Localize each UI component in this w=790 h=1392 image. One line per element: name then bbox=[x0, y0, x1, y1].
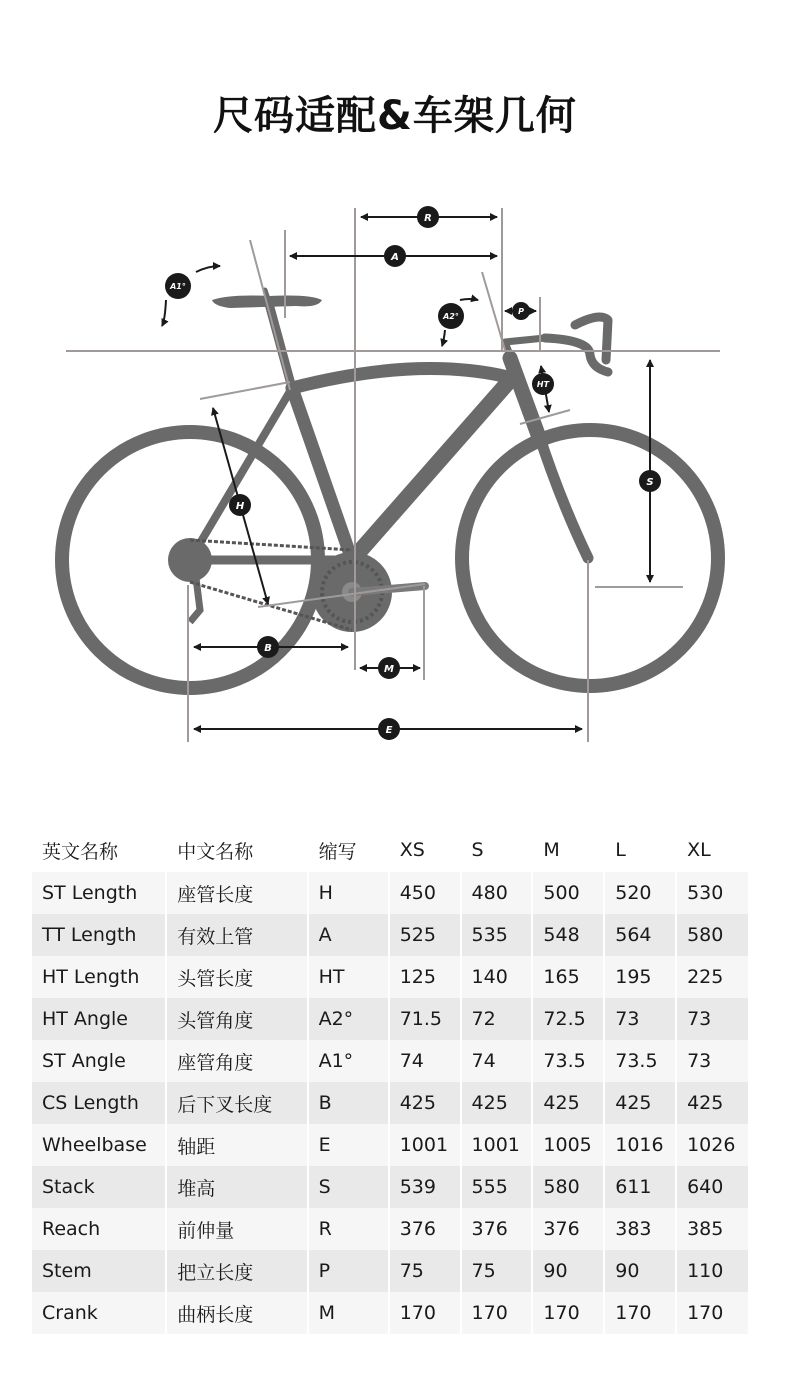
cell-abbreviation: R bbox=[308, 1208, 389, 1250]
label-M bbox=[378, 657, 400, 679]
cell-abbreviation: A2° bbox=[308, 998, 389, 1040]
cell-xs: 125 bbox=[389, 956, 461, 998]
cell-xl: 1026 bbox=[676, 1124, 748, 1166]
cell-m: 548 bbox=[532, 914, 604, 956]
label-HT bbox=[532, 373, 554, 395]
label-B bbox=[257, 636, 279, 658]
header-size-m: M bbox=[532, 828, 604, 872]
cell-l: 73.5 bbox=[604, 1040, 676, 1082]
label-S bbox=[639, 470, 661, 492]
table-row bbox=[32, 1040, 748, 1082]
cell-chinese-name: 把立长度 bbox=[166, 1250, 307, 1292]
label-E bbox=[378, 718, 400, 740]
cell-chinese-name: 曲柄长度 bbox=[166, 1292, 307, 1334]
cell-s: 1001 bbox=[461, 1124, 533, 1166]
cell-s: 480 bbox=[461, 872, 533, 914]
cell-english-name: Stack bbox=[32, 1166, 166, 1208]
cell-english-name: Stem bbox=[32, 1250, 166, 1292]
cell-l: 564 bbox=[604, 914, 676, 956]
table-row bbox=[32, 1166, 748, 1208]
cell-xs: 376 bbox=[389, 1208, 461, 1250]
cell-xl: 73 bbox=[676, 1040, 748, 1082]
cell-xl: 425 bbox=[676, 1082, 748, 1124]
cell-abbreviation: P bbox=[308, 1250, 389, 1292]
cell-abbreviation: A bbox=[308, 914, 389, 956]
label-R bbox=[417, 206, 439, 228]
cell-abbreviation: B bbox=[308, 1082, 389, 1124]
cell-xs: 450 bbox=[389, 872, 461, 914]
label-A1 bbox=[165, 273, 191, 299]
cell-l: 73 bbox=[604, 998, 676, 1040]
cell-chinese-name: 头管长度 bbox=[166, 956, 307, 998]
table-row bbox=[32, 956, 748, 998]
cell-english-name: ST Length bbox=[32, 872, 166, 914]
cell-m: 90 bbox=[532, 1250, 604, 1292]
table-row bbox=[32, 1124, 748, 1166]
cell-l: 425 bbox=[604, 1082, 676, 1124]
cell-english-name: HT Length bbox=[32, 956, 166, 998]
svg-text:P: P bbox=[518, 307, 524, 316]
cell-xl: 225 bbox=[676, 956, 748, 998]
header-size-xs: XS bbox=[389, 828, 461, 872]
cell-xl: 73 bbox=[676, 998, 748, 1040]
svg-text:A: A bbox=[391, 252, 399, 263]
cell-xl: 530 bbox=[676, 872, 748, 914]
cell-l: 611 bbox=[604, 1166, 676, 1208]
cell-l: 195 bbox=[604, 956, 676, 998]
cell-m: 1005 bbox=[532, 1124, 604, 1166]
svg-text:H: H bbox=[235, 501, 245, 512]
label-A2 bbox=[438, 303, 464, 329]
svg-text:R: R bbox=[424, 213, 432, 224]
cell-xs: 74 bbox=[389, 1040, 461, 1082]
cell-xs: 1001 bbox=[389, 1124, 461, 1166]
cell-xs: 75 bbox=[389, 1250, 461, 1292]
cell-m: 73.5 bbox=[532, 1040, 604, 1082]
table-row bbox=[32, 1208, 748, 1250]
label-P bbox=[512, 302, 530, 320]
cell-abbreviation: M bbox=[308, 1292, 389, 1334]
cell-m: 376 bbox=[532, 1208, 604, 1250]
cell-m: 425 bbox=[532, 1082, 604, 1124]
cell-abbreviation: E bbox=[308, 1124, 389, 1166]
cell-chinese-name: 后下叉长度 bbox=[166, 1082, 307, 1124]
cell-m: 580 bbox=[532, 1166, 604, 1208]
table-row bbox=[32, 1082, 748, 1124]
dimension-arrows bbox=[162, 217, 650, 729]
cell-chinese-name: 座管角度 bbox=[166, 1040, 307, 1082]
header-size-l: L bbox=[604, 828, 676, 872]
header-size-s: S bbox=[461, 828, 533, 872]
cell-chinese-name: 头管角度 bbox=[166, 998, 307, 1040]
header-english-name: 英文名称 bbox=[32, 828, 166, 872]
table-row bbox=[32, 1250, 748, 1292]
cell-m: 170 bbox=[532, 1292, 604, 1334]
table-header-row bbox=[32, 828, 748, 872]
cell-l: 383 bbox=[604, 1208, 676, 1250]
cell-xl: 170 bbox=[676, 1292, 748, 1334]
svg-text:HT: HT bbox=[536, 380, 550, 389]
cell-l: 1016 bbox=[604, 1124, 676, 1166]
cell-s: 74 bbox=[461, 1040, 533, 1082]
cell-chinese-name: 前伸量 bbox=[166, 1208, 307, 1250]
cell-xl: 385 bbox=[676, 1208, 748, 1250]
cell-chinese-name: 轴距 bbox=[166, 1124, 307, 1166]
svg-text:M: M bbox=[384, 664, 394, 675]
cell-chinese-name: 有效上管 bbox=[166, 914, 307, 956]
svg-text:S: S bbox=[646, 477, 654, 488]
cell-s: 140 bbox=[461, 956, 533, 998]
header-size-xl: XL bbox=[676, 828, 748, 872]
cell-s: 376 bbox=[461, 1208, 533, 1250]
cell-s: 555 bbox=[461, 1166, 533, 1208]
cell-l: 520 bbox=[604, 872, 676, 914]
cell-english-name: CS Length bbox=[32, 1082, 166, 1124]
header-abbreviation: 缩写 bbox=[308, 828, 389, 872]
cell-xl: 580 bbox=[676, 914, 748, 956]
cell-abbreviation: H bbox=[308, 872, 389, 914]
geometry-table bbox=[32, 828, 748, 1334]
svg-text:A2°: A2° bbox=[443, 312, 459, 321]
cell-chinese-name: 堆高 bbox=[166, 1166, 307, 1208]
cell-english-name: Wheelbase bbox=[32, 1124, 166, 1166]
svg-text:A1°: A1° bbox=[170, 282, 186, 291]
bike-frame bbox=[190, 290, 608, 560]
svg-text:B: B bbox=[264, 643, 272, 654]
table-row bbox=[32, 872, 748, 914]
cell-m: 165 bbox=[532, 956, 604, 998]
cell-english-name: Reach bbox=[32, 1208, 166, 1250]
table-row bbox=[32, 1292, 748, 1334]
table-row bbox=[32, 998, 748, 1040]
cell-english-name: Crank bbox=[32, 1292, 166, 1334]
cell-xl: 110 bbox=[676, 1250, 748, 1292]
svg-text:E: E bbox=[385, 725, 393, 736]
cell-xs: 170 bbox=[389, 1292, 461, 1334]
cell-xs: 425 bbox=[389, 1082, 461, 1124]
cell-chinese-name: 座管长度 bbox=[166, 872, 307, 914]
cell-english-name: TT Length bbox=[32, 914, 166, 956]
cell-s: 425 bbox=[461, 1082, 533, 1124]
label-H bbox=[229, 494, 251, 516]
bike-geometry-diagram bbox=[0, 180, 790, 780]
cell-xl: 640 bbox=[676, 1166, 748, 1208]
cassette bbox=[168, 538, 212, 622]
cell-s: 535 bbox=[461, 914, 533, 956]
cell-english-name: HT Angle bbox=[32, 998, 166, 1040]
cell-abbreviation: HT bbox=[308, 956, 389, 998]
cell-l: 170 bbox=[604, 1292, 676, 1334]
cell-abbreviation: A1° bbox=[308, 1040, 389, 1082]
cell-english-name: ST Angle bbox=[32, 1040, 166, 1082]
table-row bbox=[32, 914, 748, 956]
cell-s: 75 bbox=[461, 1250, 533, 1292]
cell-s: 170 bbox=[461, 1292, 533, 1334]
header-chinese-name: 中文名称 bbox=[166, 828, 307, 872]
cell-xs: 525 bbox=[389, 914, 461, 956]
cell-s: 72 bbox=[461, 998, 533, 1040]
cell-abbreviation: S bbox=[308, 1166, 389, 1208]
cell-m: 500 bbox=[532, 872, 604, 914]
cell-l: 90 bbox=[604, 1250, 676, 1292]
cell-m: 72.5 bbox=[532, 998, 604, 1040]
cell-xs: 539 bbox=[389, 1166, 461, 1208]
page-title: 尺码适配&车架几何 bbox=[213, 93, 577, 139]
cell-xs: 71.5 bbox=[389, 998, 461, 1040]
label-A bbox=[384, 245, 406, 267]
